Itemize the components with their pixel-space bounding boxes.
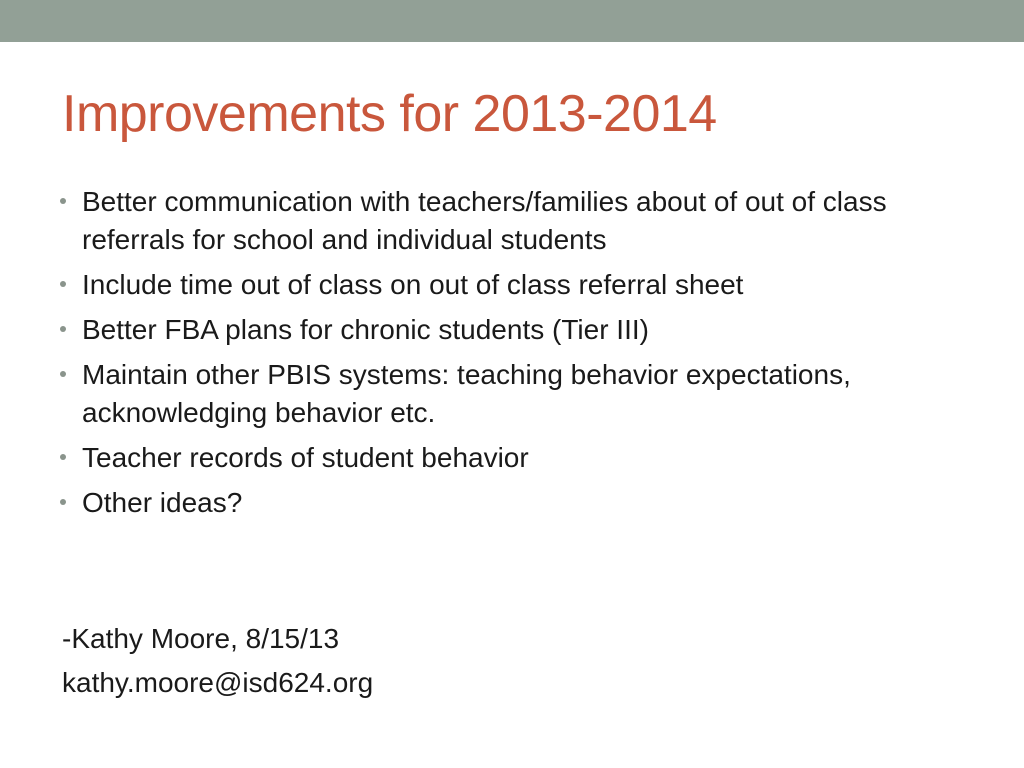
bullet-item	[60, 356, 960, 432]
bullet-text: Teacher records of student behavior	[82, 442, 529, 473]
bullet-dot-icon	[60, 198, 66, 204]
top-band	[0, 0, 1024, 42]
bullet-dot-icon	[60, 499, 66, 505]
bullet-item	[60, 439, 960, 477]
author-email: kathy.moore@isd624.org	[62, 667, 374, 698]
bullet-item	[60, 183, 960, 259]
bullet-dot-icon	[60, 326, 66, 332]
bullet-text: Better FBA plans for chronic students (Tier III)	[82, 314, 649, 345]
bullet-item	[60, 266, 960, 304]
bullet-list	[60, 183, 960, 529]
signature-block	[62, 617, 373, 705]
bullet-dot-icon	[60, 454, 66, 460]
bullet-text: Other ideas?	[82, 487, 243, 518]
bullet-text: Include time out of class on out of class referral sheet	[82, 269, 744, 300]
bullet-item	[60, 311, 960, 349]
slide-title: Improvements for 2013-2014	[62, 85, 717, 143]
bullet-text: Better communication with teachers/families about of out of class referrals for school and individual students	[82, 186, 887, 255]
bullet-dot-icon	[60, 371, 66, 377]
bullet-text: Maintain other PBIS systems: teaching behavior expectations, acknowledging behavior etc.	[82, 359, 851, 428]
bullet-dot-icon	[60, 281, 66, 287]
author-line: -Kathy Moore, 8/15/13	[62, 623, 340, 654]
bullet-item	[60, 484, 960, 522]
